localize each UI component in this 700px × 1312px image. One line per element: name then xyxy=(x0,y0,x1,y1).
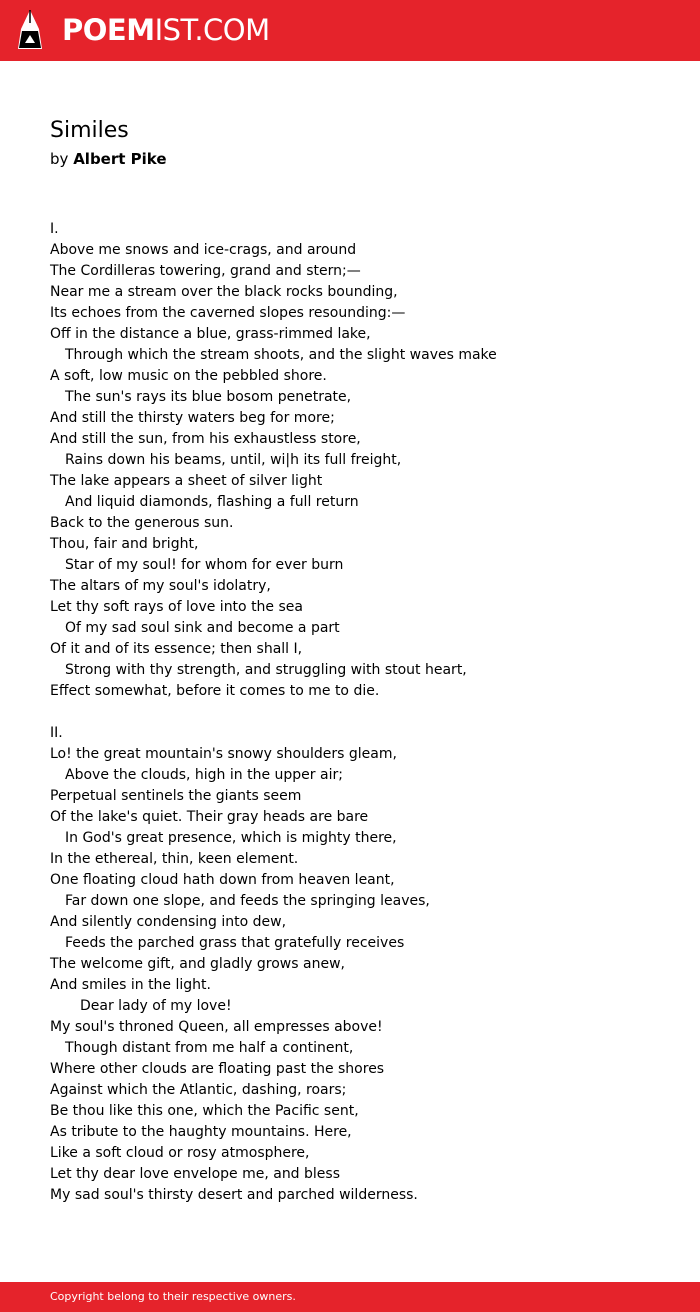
poem-line: Of the lake's quiet. Their gray heads are bare xyxy=(50,809,369,825)
poem-author[interactable]: Albert Pike xyxy=(73,150,167,168)
poem-line: The sun's rays its blue bosom penetrate, xyxy=(65,389,352,405)
poem-line: Above the clouds, high in the upper air; xyxy=(65,767,343,783)
stanza-break xyxy=(50,702,670,723)
poem-line: Lo! the great mountain's snowy shoulders gleam, xyxy=(50,746,397,762)
copyright-text: Copyright belong to their respective owners. xyxy=(50,1290,296,1303)
poem-line: Of it and of its essence; then shall I, xyxy=(50,641,303,657)
poem-line: Near me a stream over the black rocks bounding, xyxy=(50,284,398,300)
pen-nib-icon[interactable] xyxy=(17,9,43,51)
poem-line: II. xyxy=(50,725,63,741)
poem-line: Its echoes from the caverned slopes resounding:— xyxy=(50,305,406,321)
poem-line: The Cordilleras towering, grand and stern;— xyxy=(50,263,361,279)
site-logo[interactable] xyxy=(62,10,270,50)
poem-line: As tribute to the haughty mountains. Here, xyxy=(50,1124,352,1140)
poem-line: My soul's throned Queen, all empresses above! xyxy=(50,1019,383,1035)
poem-line: The lake appears a sheet of silver light xyxy=(50,473,323,489)
poem-line: Against which the Atlantic, dashing, roars; xyxy=(50,1082,347,1098)
poem-line: Above me snows and ice-crags, and around xyxy=(50,242,357,258)
poem-line: A soft, low music on the pebbled shore. xyxy=(50,368,327,384)
poem-body xyxy=(50,219,670,1206)
site-footer xyxy=(0,1282,700,1312)
poem-line: And smiles in the light. xyxy=(50,977,211,993)
poem-line: Through which the stream shoots, and the slight waves make xyxy=(65,347,497,363)
poem-line: Thou, fair and bright, xyxy=(50,536,199,552)
logo-bold-text: POEM xyxy=(62,13,155,47)
site-header xyxy=(0,0,700,61)
poem-line: Let thy soft rays of love into the sea xyxy=(50,599,303,615)
poem-line: Feeds the parched grass that gratefully receives xyxy=(65,935,405,951)
poem-line: The welcome gift, and gladly grows anew, xyxy=(50,956,345,972)
poem-line: Be thou like this one, which the Pacific sent, xyxy=(50,1103,359,1119)
poem-line: Strong with thy strength, and struggling with stout heart, xyxy=(65,662,467,678)
poem-line: Where other clouds are floating past the shores xyxy=(50,1061,385,1077)
poem-line: The altars of my soul's idolatry, xyxy=(50,578,271,594)
poem-line: Dear lady of my love! xyxy=(80,998,232,1014)
poem-line: Star of my soul! for whom for ever burn xyxy=(65,557,344,573)
poem-line: I. xyxy=(50,221,59,237)
poem-line: Rains down his beams, until, wi|h its full freight, xyxy=(65,452,402,468)
poem-line: Perpetual sentinels the giants seem xyxy=(50,788,302,804)
poem-line: One floating cloud hath down from heaven leant, xyxy=(50,872,395,888)
poem-line: In the ethereal, thin, keen element. xyxy=(50,851,299,867)
poem-line: And liquid diamonds, flashing a full return xyxy=(65,494,359,510)
poem-line: Like a soft cloud or rosy atmosphere, xyxy=(50,1145,310,1161)
poem-line: In God's great presence, which is mighty there, xyxy=(65,830,397,846)
poem-line: Effect somewhat, before it comes to me to die. xyxy=(50,683,380,699)
poem-line: And still the thirsty waters beg for more; xyxy=(50,410,335,426)
logo-light-text: IST.COM xyxy=(154,13,270,47)
poem-line: Though distant from me half a continent, xyxy=(65,1040,354,1056)
by-prefix: by xyxy=(50,150,69,168)
poem-byline xyxy=(50,149,167,169)
poem-line: And still the sun, from his exhaustless store, xyxy=(50,431,361,447)
poem-line: Let thy dear love envelope me, and bless xyxy=(50,1166,341,1182)
poem-line: Back to the generous sun. xyxy=(50,515,234,531)
poem-line: Of my sad soul sink and become a part xyxy=(65,620,340,636)
poem-line: Off in the distance a blue, grass-rimmed lake, xyxy=(50,326,371,342)
poem-line: Far down one slope, and feeds the springing leaves, xyxy=(65,893,430,909)
poem-line: My sad soul's thirsty desert and parched wilderness. xyxy=(50,1187,418,1203)
poem-title: Similes xyxy=(50,118,129,143)
poem-line: And silently condensing into dew, xyxy=(50,914,287,930)
